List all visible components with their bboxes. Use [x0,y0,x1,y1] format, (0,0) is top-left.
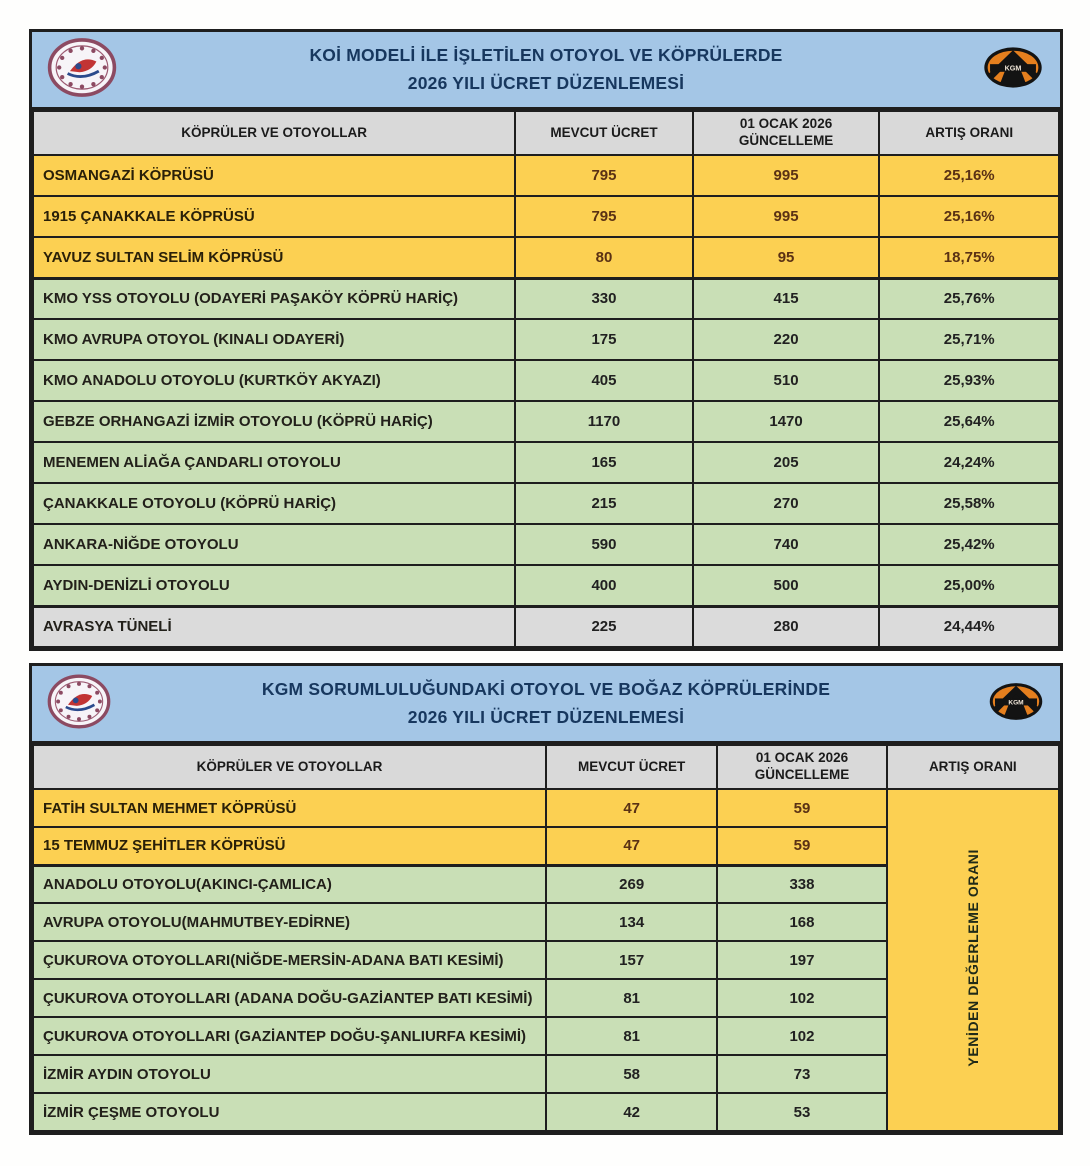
current-fee-cell: 165 [515,442,692,483]
updated-fee-cell: 415 [693,278,880,319]
current-fee-cell: 81 [546,1017,717,1055]
table2-title [262,676,830,730]
road-name-cell: İZMİR ÇEŞME OTOYOLU [33,1093,546,1131]
kgm-logo-text: KGM [1008,698,1024,706]
current-fee-cell: 795 [515,155,692,196]
road-name-cell: İZMİR AYDIN OTOYOLU [33,1055,546,1093]
kgm-logo-icon [982,45,1044,94]
updated-fee-cell: 95 [693,237,880,278]
road-name-cell: ÇANAKKALE OTOYOLU (KÖPRÜ HARİÇ) [33,483,515,524]
table1-title [309,42,782,96]
updated-fee-cell: 197 [717,941,886,979]
current-fee-cell: 269 [546,865,717,903]
road-name-cell: YAVUZ SULTAN SELİM KÖPRÜSÜ [33,237,515,278]
table-row [33,278,1059,319]
ministry-of-transport-emblem-icon [46,37,118,102]
increase-rate-cell: 25,16% [879,196,1059,237]
road-name-cell: KMO YSS OTOYOLU (ODAYERİ PAŞAKÖY KÖPRÜ HARİÇ) [33,278,515,319]
col-header-current-fee: MEVCUT ÜCRET [515,111,692,155]
increase-rate-cell: 25,93% [879,360,1059,401]
col-header-roads: KÖPRÜLER VE OTOYOLLAR [33,111,515,155]
updated-fee-cell: 73 [717,1055,886,1093]
updated-fee-cell: 168 [717,903,886,941]
table2-title-line1: KGM SORUMLULUĞUNDAKİ OTOYOL VE BOĞAZ KÖPRÜLERİNDE [261,679,831,700]
updated-fee-cell: 220 [693,319,880,360]
table2-title-line2: 2026 YILI ÜCRET DÜZENLEMESİ [407,706,685,727]
increase-rate-cell: 25,16% [879,155,1059,196]
updated-fee-cell: 59 [717,827,886,865]
table1-header-row [33,111,1059,155]
road-name-cell: FATİH SULTAN MEHMET KÖPRÜSÜ [33,789,546,827]
table-row [33,442,1059,483]
current-fee-cell: 330 [515,278,692,319]
col-header-roads: KÖPRÜLER VE OTOYOLLAR [33,745,546,789]
road-name-cell: AYDIN-DENİZLİ OTOYOLU [33,565,515,606]
road-name-cell: ÇUKUROVA OTOYOLLARI (ADANA DOĞU-GAZİANTEP BATI KESİMİ) [33,979,546,1017]
updated-fee-cell: 205 [693,442,880,483]
revaluation-rate-merged-cell [887,789,1059,1131]
table-row [33,237,1059,278]
col-header-current-fee: MEVCUT ÜCRET [546,745,717,789]
updated-fee-cell: 740 [693,524,880,565]
current-fee-cell: 1170 [515,401,692,442]
current-fee-cell: 175 [515,319,692,360]
revaluation-rate-label: YENİDEN DEĞERLEME ORANI [964,848,981,1067]
table2-grid [32,744,1060,1132]
road-name-cell: ÇUKUROVA OTOYOLLARI(NİĞDE-MERSİN-ADANA BATI KESİMİ) [33,941,546,979]
road-name-cell: GEBZE ORHANGAZİ İZMİR OTOYOLU (KÖPRÜ HARİÇ) [33,401,515,442]
table1-title-line1: KOİ MODELİ İLE İŞLETİLEN OTOYOL VE KÖPRÜLERDE [309,45,783,66]
updated-fee-cell: 995 [693,155,880,196]
current-fee-cell: 157 [546,941,717,979]
current-fee-cell: 590 [515,524,692,565]
road-name-cell: 15 TEMMUZ ŞEHİTLER KÖPRÜSÜ [33,827,546,865]
updated-fee-cell: 500 [693,565,880,606]
increase-rate-cell: 25,00% [879,565,1059,606]
current-fee-cell: 47 [546,827,717,865]
col-header-jan-2026-update: 01 OCAK 2026 GÜNCELLEME [693,111,880,155]
updated-fee-cell: 59 [717,789,886,827]
road-name-cell: ÇUKUROVA OTOYOLLARI (GAZİANTEP DOĞU-ŞANLIURFA KESİMİ) [33,1017,546,1055]
table-row [33,524,1059,565]
current-fee-cell: 215 [515,483,692,524]
table-row [33,319,1059,360]
current-fee-cell: 225 [515,606,692,647]
updated-fee-cell: 510 [693,360,880,401]
updated-fee-cell: 280 [693,606,880,647]
increase-rate-cell: 18,75% [879,237,1059,278]
current-fee-cell: 58 [546,1055,717,1093]
ministry-of-transport-emblem-icon [46,673,112,734]
updated-fee-cell: 270 [693,483,880,524]
updated-fee-cell: 1470 [693,401,880,442]
kgm-logo-text: KGM [1004,64,1022,73]
road-name-cell: AVRUPA OTOYOLU(MAHMUTBEY-EDİRNE) [33,903,546,941]
table-row [33,789,1059,827]
increase-rate-cell: 25,58% [879,483,1059,524]
road-name-cell: KMO AVRUPA OTOYOL (KINALI ODAYERİ) [33,319,515,360]
col-header-increase-rate: ARTIŞ ORANI [887,745,1059,789]
increase-rate-cell: 25,76% [879,278,1059,319]
table1-title-band [32,32,1060,110]
current-fee-cell: 400 [515,565,692,606]
current-fee-cell: 47 [546,789,717,827]
increase-rate-cell: 25,64% [879,401,1059,442]
current-fee-cell: 80 [515,237,692,278]
table-row [33,483,1059,524]
table2-header-row [33,745,1059,789]
table1-grid [32,110,1060,648]
col-header-increase-rate: ARTIŞ ORANI [879,111,1059,155]
road-name-cell: ANKARA-NİĞDE OTOYOLU [33,524,515,565]
table-row [33,155,1059,196]
increase-rate-cell: 24,24% [879,442,1059,483]
table-row [33,565,1059,606]
table-row [33,196,1059,237]
table-row [33,360,1059,401]
table-row [33,606,1059,647]
road-name-cell: ANADOLU OTOYOLU(AKINCI-ÇAMLICA) [33,865,546,903]
col-header-jan-2026-update: 01 OCAK 2026 GÜNCELLEME [717,745,886,789]
increase-rate-cell: 25,71% [879,319,1059,360]
current-fee-cell: 81 [546,979,717,1017]
table-row [33,401,1059,442]
road-name-cell: AVRASYA TÜNELİ [33,606,515,647]
current-fee-cell: 405 [515,360,692,401]
increase-rate-cell: 25,42% [879,524,1059,565]
updated-fee-cell: 995 [693,196,880,237]
updated-fee-cell: 102 [717,979,886,1017]
updated-fee-cell: 338 [717,865,886,903]
increase-rate-cell: 24,44% [879,606,1059,647]
table2-title-band [32,666,1060,744]
current-fee-cell: 795 [515,196,692,237]
road-name-cell: OSMANGAZİ KÖPRÜSÜ [33,155,515,196]
kgm-table [29,663,1063,1135]
table1-title-line2: 2026 YILI ÜCRET DÜZENLEMESİ [407,72,685,93]
kgm-logo-icon [988,678,1044,729]
updated-fee-cell: 53 [717,1093,886,1131]
updated-fee-cell: 102 [717,1017,886,1055]
current-fee-cell: 134 [546,903,717,941]
current-fee-cell: 42 [546,1093,717,1131]
road-name-cell: KMO ANADOLU OTOYOLU (KURTKÖY AKYAZI) [33,360,515,401]
road-name-cell: 1915 ÇANAKKALE KÖPRÜSÜ [33,196,515,237]
koi-model-table [29,29,1063,651]
road-name-cell: MENEMEN ALİAĞA ÇANDARLI OTOYOLU [33,442,515,483]
